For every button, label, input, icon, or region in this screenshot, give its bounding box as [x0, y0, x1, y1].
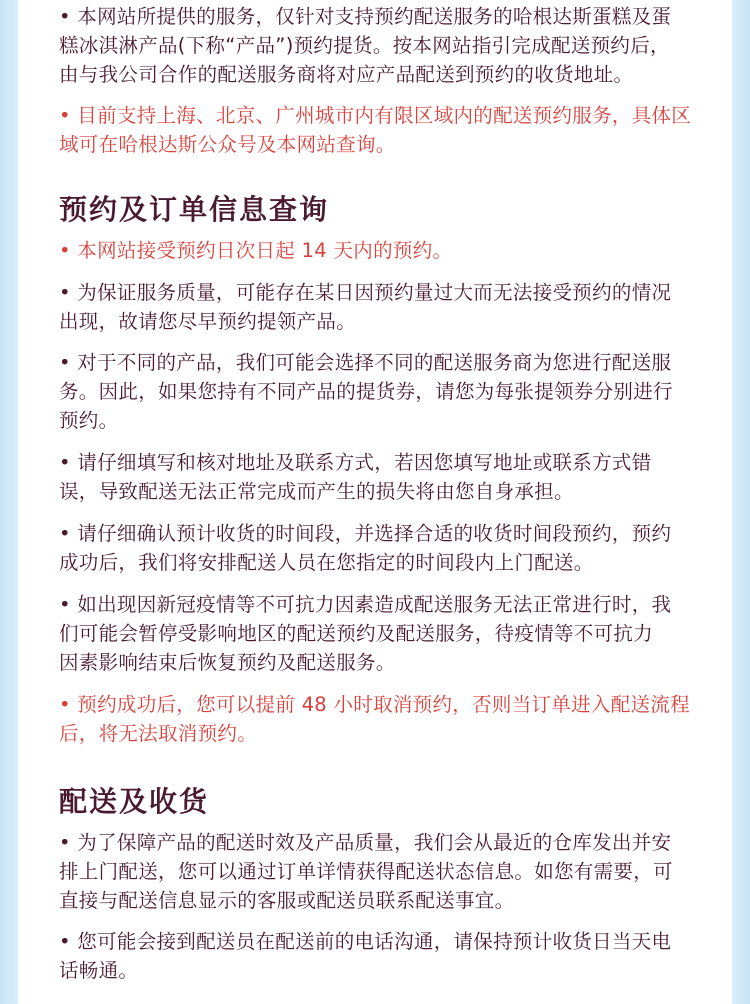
- delivery-paragraph-warehouse: [59, 828, 699, 915]
- text-line: 排上门配送，您可以通过订单详情获得配送状态信息。如您有需要，可: [59, 860, 673, 883]
- text-line: 话畅通。: [59, 959, 139, 982]
- text-line: 由与我公司合作的配送服务商将对应产品配送到预约的收货地址。: [59, 63, 634, 86]
- section-title-delivery: 配送及收货: [59, 785, 210, 818]
- text-line: 成功后，我们将安排配送人员在您指定的时间段内上门配送。: [59, 551, 594, 574]
- text-line: • 本网站接受预约日次日起 14 天内的预约。: [59, 239, 453, 262]
- text-line: • 为保证服务质量，可能存在某日因预约量过大而无法接受预约的情况: [59, 281, 672, 304]
- delivery-paragraph-phone-contact: [59, 927, 699, 985]
- text-line: 后，将无法取消预约。: [59, 722, 258, 745]
- text-line: 域可在哈根达斯公众号及本网站查询。: [59, 133, 396, 156]
- booking-paragraph-address-check: [59, 448, 699, 506]
- text-line: • 为了保障产品的配送时效及产品质量，我们会从最近的仓库发出并安: [59, 831, 672, 854]
- intro-paragraph-service-scope: [59, 2, 699, 89]
- text-line: 误，导致配送无法正常完成而产生的损失将由您自身承担。: [59, 480, 574, 503]
- booking-paragraph-14-days: [59, 236, 699, 265]
- text-line: 因素影响结束后恢复预约及配送服务。: [59, 651, 396, 674]
- intro-paragraph-supported-cities: [59, 101, 699, 159]
- text-line: 预约。: [59, 409, 119, 432]
- booking-paragraph-different-providers: [59, 348, 699, 435]
- text-line: • 如出现因新冠疫情等不可抗力因素造成配送服务无法正常进行时，我: [59, 593, 672, 616]
- text-line: • 您可能会接到配送员在配送前的电话沟通，请保持预计收货日当天电: [59, 930, 672, 953]
- text-line: 们可能会暂停受影响地区的配送预约及配送服务，待疫情等不可抗力: [59, 622, 654, 645]
- text-line: • 目前支持上海、北京、广州城市内有限区域内的配送预约服务，具体区: [59, 104, 692, 127]
- text-line: • 对于不同的产品，我们可能会选择不同的配送服务商为您进行配送服: [59, 351, 672, 374]
- text-line: 糕冰淇淋产品(下称“产品”)预约提货。按本网站指引完成配送预约后，: [59, 34, 670, 57]
- booking-paragraph-time-slot: [59, 519, 699, 577]
- text-line: 直接与配送信息显示的客服或配送员联系配送事宜。: [59, 889, 515, 912]
- booking-paragraph-service-quality: [59, 278, 699, 336]
- text-line: • 请仔细确认预计收货的时间段，并选择合适的收货时间段预约，预约: [59, 522, 672, 545]
- text-line: • 请仔细填写和核对地址及联系方式，若因您填写地址或联系方式错: [59, 451, 652, 474]
- text-line: • 预约成功后，您可以提前 48 小时取消预约，否则当订单进入配送流程: [59, 693, 690, 716]
- booking-paragraph-force-majeure: [59, 590, 699, 677]
- text-line: 务。因此，如果您持有不同产品的提货券，请您为每张提领券分别进行: [59, 380, 673, 403]
- text-line: • 本网站所提供的服务，仅针对支持预约配送服务的哈根达斯蛋糕及蛋: [59, 5, 672, 28]
- text-line: 出现，故请您尽早预约提领产品。: [59, 310, 357, 333]
- section-title-booking: 预约及订单信息查询: [59, 193, 330, 226]
- booking-paragraph-cancellation: [59, 690, 699, 748]
